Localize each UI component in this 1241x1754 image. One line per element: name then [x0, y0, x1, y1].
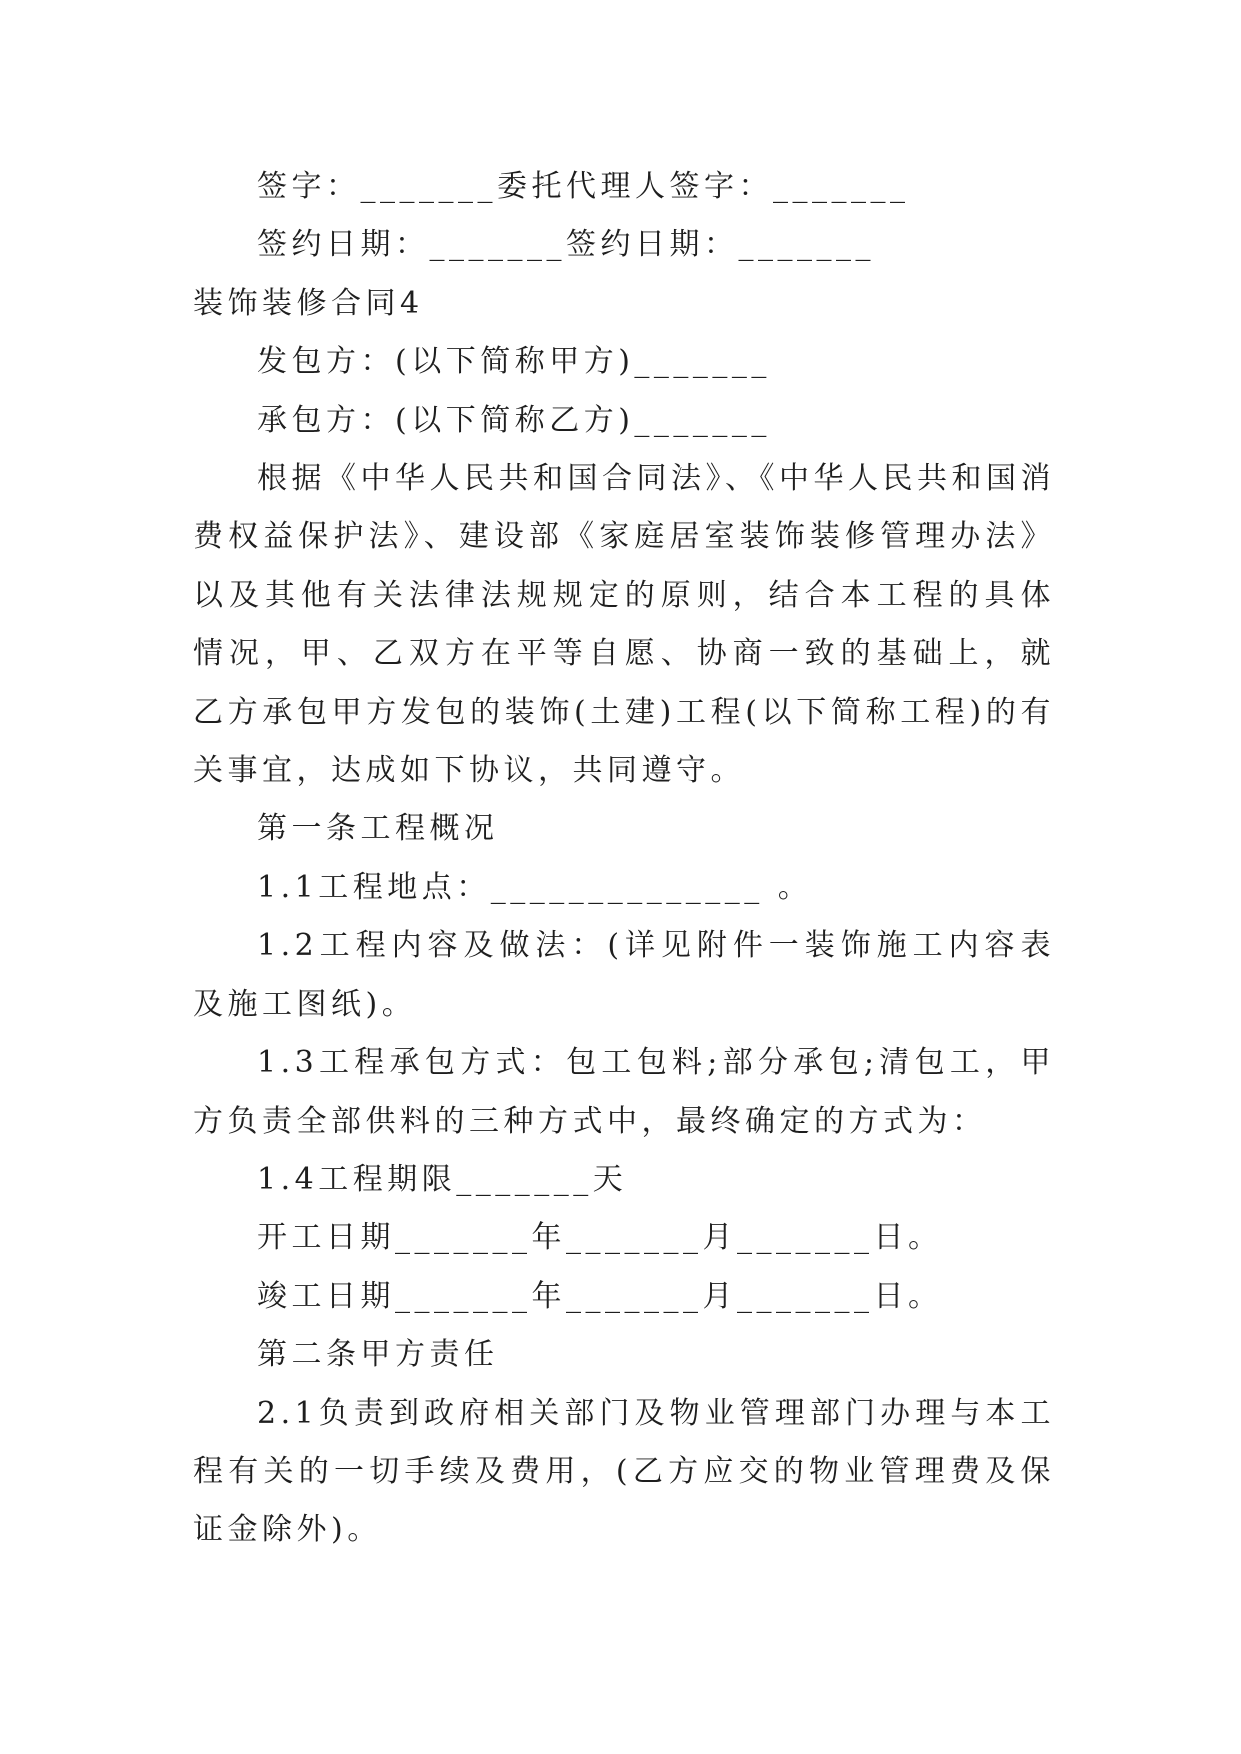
end-date-line: 竣工日期_______年_______月_______日。: [257, 1278, 943, 1314]
intro-paragraph: 根据《中华人民共和国合同法》、《中华人民共和国消费权益保护法》、建设部《家庭居室装饰装修管理办法》以及其他有关法律法规规定的原则，结合本工程的具体情况，甲、乙双方在平等自愿、协商一致的基础上，就乙方承包甲方发包的装饰(土建)工程(以下简称工程)的有关事宜，达成如下协议，共同遵守。: [193, 461, 1055, 789]
contract-title: 装饰装修合同4: [193, 285, 424, 321]
article1-item-4: 1.4工程期限_______天: [257, 1161, 628, 1197]
employer-line: 发包方：(以下简称甲方)_______: [257, 344, 771, 380]
signature-line: 签字：_______委托代理人签字：_______: [257, 169, 910, 204]
start-date-line: 开工日期_______年_______月_______日。: [257, 1220, 943, 1256]
contract-page: [193, 158, 1055, 1560]
article2-heading: 第二条甲方责任: [257, 1337, 499, 1373]
article1-heading: 第一条工程概况: [257, 811, 499, 847]
article1-item-3: 1.3工程承包方式：包工包料;部分承包;清包工，甲方负责全部供料的三种方式中，最终确定的方式为：: [193, 1045, 1055, 1139]
signing-date-line: 签约日期：_______签约日期：_______: [257, 227, 875, 263]
article1-item-2: 1.2工程内容及做法：(详见附件一装饰施工内容表及施工图纸)。: [193, 928, 1055, 1022]
article1-item-1: 1.1工程地点：______________ 。: [257, 869, 813, 905]
article2-item-1: 2.1负责到政府相关部门及物业管理部门办理与本工程有关的一切手续及费用，(乙方应交的物业管理费及保证金除外)。: [193, 1395, 1055, 1548]
contractor-line: 承包方：(以下简称乙方)_______: [257, 402, 771, 438]
